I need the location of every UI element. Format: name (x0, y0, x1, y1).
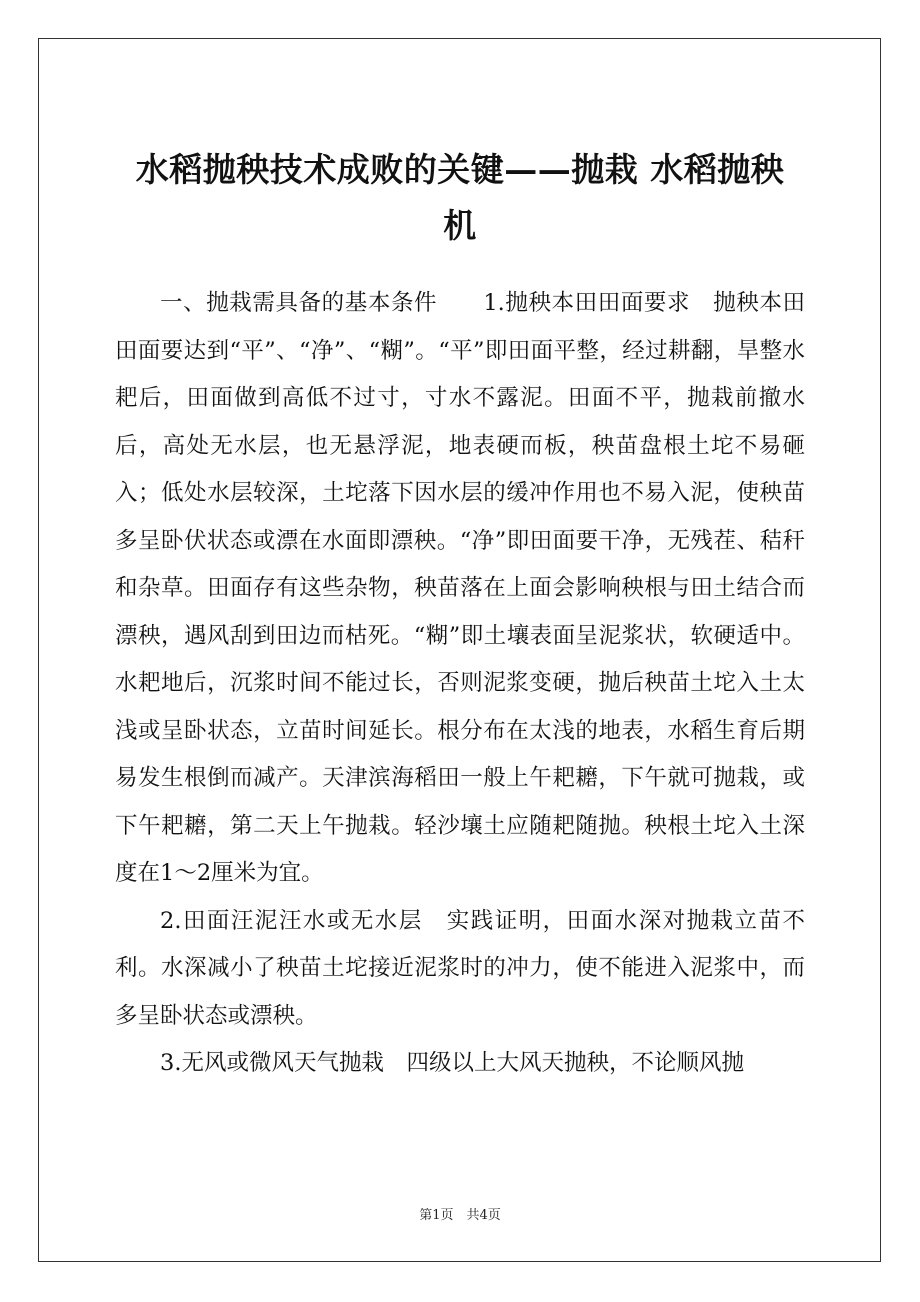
paragraph-3: 3.无风或微风天气抛栽 四级以上大风天抛秧，不论顺风抛 (160, 1050, 744, 1076)
document-body (115, 280, 805, 1088)
document-title (100, 142, 820, 254)
paragraph-1: 一、抛栽需具备的基本条件 1.抛秧本田田面要求 抛秧本田田面要达到“平”、“净”、“糊”。“平”即田面平整，经过耕翻，旱整水耙后，田面做到高低不过寸，寸水不露泥。田面不平，抛栽前撤水后，高处无水层，也无悬浮泥，地表硬而板，秧苗盘根土坨不易砸入；低处水层较深，土坨落下因水层的缓冲作用也不易入泥，使秧苗多呈卧伏状态或漂在水面即漂秧。“净”即田面要干净，无残茬、秸秆和杂草。田面存有这些杂物，秧苗落在上面会影响秧根与田土结合而漂秧，遇风刮到田边而枯死。“糊”即土壤表面呈泥浆状，软硬适中。水耙地后，沉浆时间不能过长，否则泥浆变硬，抛后秧苗土坨入土太浅或呈卧状态，立苗时间延长。根分布在太浅的地表，水稻生育后期易发生根倒而减产。天津滨海稻田一般上午耙耱，下午就可抛栽，或下午耙耱，第二天上午抛栽。轻沙壤土应随耙随抛。秧根土坨入土深度在1～2厘米为宜。 (115, 290, 805, 886)
title-line-2: 机 (443, 206, 477, 245)
paragraph-2: 2.田面汪泥汪水或无水层 实践证明，田面水深对抛栽立苗不利。水深减小了秧苗土坨接近泥浆时的冲力，使不能进入泥浆中，而多呈卧状态或漂秧。 (115, 907, 805, 1029)
title-line-1: 水稻抛秧技术成败的关键——抛栽 水稻抛秧 (135, 150, 785, 189)
page-footer: 第1页 共4页 (419, 1208, 501, 1223)
